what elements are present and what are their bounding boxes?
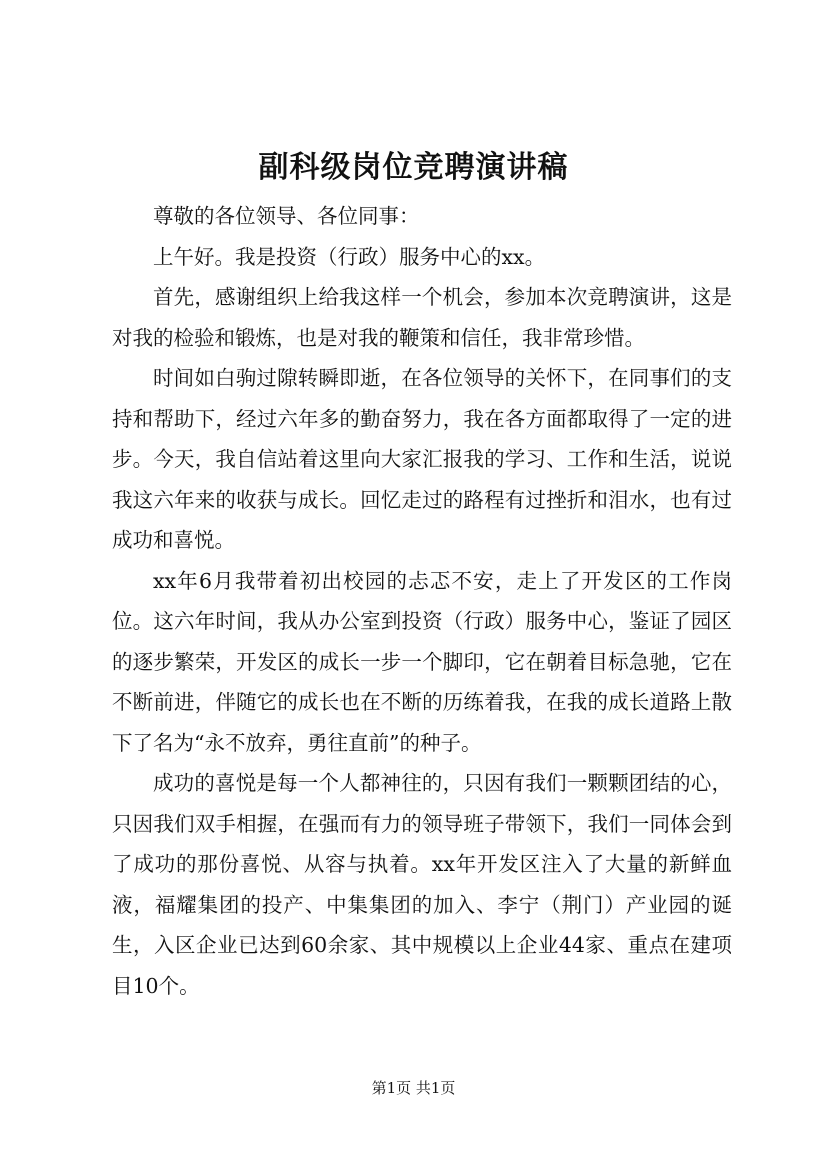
- paragraph-progress: 时间如白驹过隙转瞬即逝，在各位领导的关怀下，在同事们的支持和帮助下，经过六年多的勤奋努力，我在各方面都取得了一定的进步。今天，我自信站着这里向大家汇报我的学习、工作和生活，说说我这六年来的收获与成长。回忆走过的路程有过挫折和泪水，也有过成功和喜悦。: [112, 366, 732, 552]
- page-footer: 第1页 共1页: [371, 1079, 456, 1097]
- paragraph-career: xx年6月我带着初出校园的忐忑不安，走上了开发区的工作岗位。这六年时间，我从办公室到投资（行政）服务中心，鉴证了园区的逐步繁荣，开发区的成长一步一个脚印，它在朝着目标急驰，它在不断前进，伴随它的成长也在不断的历练着我，在我的成长道路上散下了名为“永不放弃，勇往直前”的种子。: [112, 568, 732, 755]
- paragraph-salutation: 尊敬的各位领导、各位同事：: [153, 204, 420, 228]
- paragraph-success: 成功的喜悦是每一个人都神往的，只因有我们一颗颗团结的心，只因我们双手相握，在强而有力的领导班子带领下，我们一同体会到了成功的那份喜悦、从容与执着。xx年开发区注入了大量的新鲜血液，福耀集团的投产、中集集团的加入、李宁（荆门）产业园的诞生，入区企业已达到60余家、其中规模以上企业44家、重点在建项目10个。: [112, 771, 732, 998]
- paragraph-thanks: 首先，感谢组织上给我这样一个机会，参加本次竞聘演讲，这是对我的检验和锻炼，也是对我的鞭策和信任，我非常珍惜。: [112, 285, 732, 350]
- document-title: 副科级岗位竞聘演讲稿: [258, 150, 569, 185]
- paragraph-greeting: 上午好。我是投资（行政）服务中心的xx。: [153, 244, 546, 269]
- document-body: [112, 196, 732, 1006]
